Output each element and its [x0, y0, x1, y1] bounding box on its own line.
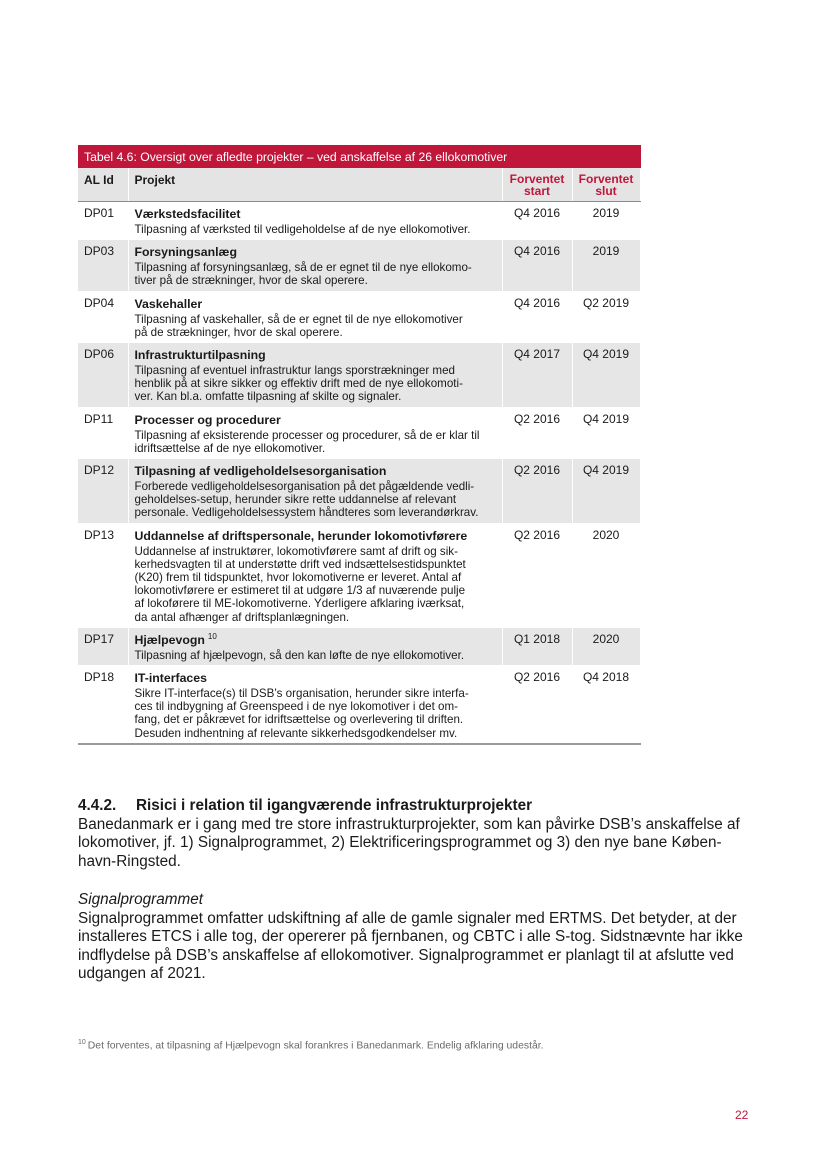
project-cell	[128, 523, 502, 627]
page-number: 22	[735, 1108, 749, 1122]
project-id: DP06	[78, 343, 128, 408]
project-start: Q4 2017	[502, 343, 572, 408]
footnote-reference[interactable]: 10	[207, 631, 217, 641]
project-cell	[128, 666, 502, 744]
project-description: Tilpasning af eventuel infrastruktur langs sporstrækninger med henblik på at sikre sikker og effektiv drift med de nye ellokomoti- ver. Kan bl.a. omfatte tilpasning af skilte og signaler.	[134, 364, 463, 404]
project-title: Vaskehaller	[134, 296, 203, 311]
table-header-row	[78, 168, 640, 202]
project-title: Tilpasning af vedligeholdelsesorganisation	[134, 464, 387, 479]
project-description: Forberede vedligeholdelsesorganisation på det pågældende vedli- geholdelses-setup, herunder sikre rette uddannelse af relevant personale. Vedligeholdelsessystem håndteres som leverandørkrav.	[134, 480, 479, 520]
project-description: Uddannelse af instruktører, lokomotivførere samt af drift og sik- kerhedsvagten til at understøtte drift ved indsættelsestidspunktet (K20) frem til tidspunktet, hvor lokomotiverne er leveret. Antal af lokomotivførere er estimeret til at udgøre 1/3 af nuværende pulje af lokoførere til ME-lokomotiverne. Yderligere afklaring iværksat, da antal afhænger af driftsplanlægningen.	[134, 544, 466, 624]
section-4-4-2	[78, 797, 758, 984]
project-start: Q2 2016	[502, 407, 572, 458]
header-end-line1: Forventet	[578, 172, 634, 186]
table-caption: Tabel 4.6: Oversigt over afledte projekter – ved anskaffelse af 26 ellokomotiver	[78, 145, 641, 168]
footnote-text: Det forventes, at tilpasning af Hjælpevogn skal forankres i Banedanmark. Endelig afklaring udestår.	[87, 1040, 544, 1052]
project-title-text: Hjælpevogn	[134, 632, 205, 647]
project-description: Tilpasning af hjælpevogn, så den kan løfte de nye ellokomotiver.	[134, 648, 465, 662]
project-id: DP03	[78, 240, 128, 291]
header-start-line1: Forventet	[509, 172, 565, 186]
table-row	[78, 459, 640, 524]
project-title: IT-interfaces	[134, 671, 207, 686]
project-cell	[128, 407, 502, 458]
subsection-paragraph: Signalprogrammet omfatter udskiftning af alle de gamle signaler med ERTMS. Det betyder, at der installeres ETCS i alle tog, der opererer på fjernbanen, og CBTC i alle S-tog. Sidstnævnte har ikke indflydelse på DSB’s anskaffelse af ellokomotiver. Signalprogrammet er planlagt til at afslutte ved udgangen af 2021.	[78, 909, 743, 982]
project-id: DP04	[78, 291, 128, 342]
project-end: Q4 2018	[572, 666, 640, 744]
project-description: Tilpasning af forsyningsanlæg, så de er egnet til de nye ellokomo- tiver på de strækninger, hvor de skal operere.	[134, 261, 472, 288]
header-start-line2: start	[523, 184, 550, 198]
table-row	[78, 523, 640, 627]
project-title: Processer og procedurer	[134, 412, 281, 427]
project-cell	[128, 459, 502, 524]
project-cell	[128, 240, 502, 291]
section-heading	[78, 797, 758, 816]
project-start: Q1 2018	[502, 627, 572, 665]
project-title: Værkstedsfacilitet	[134, 207, 241, 221]
project-title: Infrastrukturtilpasning	[134, 348, 266, 363]
project-start: Q2 2016	[502, 523, 572, 627]
project-start: Q4 2016	[502, 291, 572, 342]
project-description: Tilpasning af vaskehaller, så de er egnet til de nye ellokomotiver på de strækninger, hvor de skal operere.	[134, 312, 463, 339]
project-title	[135, 633, 496, 648]
footnote-number: 10	[78, 1039, 86, 1046]
project-start: Q4 2016	[502, 240, 572, 291]
table-row	[78, 240, 640, 291]
projects-table	[78, 145, 641, 745]
table-row	[78, 343, 640, 408]
project-id: DP13	[78, 523, 128, 627]
table-row	[78, 291, 640, 342]
table-row	[78, 627, 640, 665]
project-start: Q2 2016	[502, 459, 572, 524]
table-row	[78, 407, 640, 458]
table-row	[78, 202, 640, 240]
header-project: Projekt	[128, 168, 502, 202]
project-end: Q2 2019	[572, 291, 640, 342]
project-start: Q2 2016	[502, 666, 572, 744]
header-expected-start	[502, 168, 572, 202]
project-title: Uddannelse af driftspersonale, herunder lokomotivførere	[134, 528, 468, 543]
table-row	[78, 666, 640, 744]
project-end: 2020	[572, 627, 640, 665]
project-description: Sikre IT-interface(s) til DSB’s organisation, herunder sikre interfa- ces til indbygning af Greenspeed i de nye lokomotiver i det om- fang, det er påkrævet for idriftsættelse og overlevering til driften. Desuden indhentning af relevante sikkerhedsgodkendelser mv.	[134, 687, 469, 740]
footnote	[78, 1039, 544, 1051]
project-end: 2020	[572, 523, 640, 627]
project-cell	[128, 343, 502, 408]
subsection-heading: Signalprogrammet	[78, 891, 203, 908]
project-end: Q4 2019	[572, 407, 640, 458]
project-start: Q4 2016	[502, 202, 572, 240]
project-cell	[128, 202, 502, 240]
project-title: Forsyningsanlæg	[134, 245, 237, 260]
project-id: DP12	[78, 459, 128, 524]
project-id: DP17	[78, 627, 128, 665]
project-end: 2019	[572, 240, 640, 291]
project-cell	[128, 291, 502, 342]
header-expected-end	[572, 168, 640, 202]
header-end-line2: slut	[595, 184, 617, 198]
project-end: 2019	[572, 202, 640, 240]
project-end: Q4 2019	[572, 343, 640, 408]
project-id: DP11	[78, 407, 128, 458]
project-id: DP01	[78, 202, 128, 240]
header-al-id: AL Id	[78, 168, 128, 202]
section-title: Risici i relation til igangværende infrastrukturprojekter	[136, 797, 533, 814]
section-number: 4.4.2.	[78, 797, 117, 814]
project-description: Tilpasning af værksted til vedligeholdelse af de nye ellokomotiver.	[134, 223, 471, 236]
project-description: Tilpasning af eksisterende processer og procedurer, så de er klar til idriftsættelse af de nye ellokomotiver.	[134, 428, 480, 455]
project-id: DP18	[78, 666, 128, 744]
project-end: Q4 2019	[572, 459, 640, 524]
project-cell	[128, 627, 502, 665]
section-paragraph: Banedanmark er i gang med tre store infrastrukturprojekter, som kan påvirke DSB’s anskaffelse af lokomotiver, jf. 1) Signalprogrammet, 2) Elektrificeringsprogrammet og 3) den nye bane Køben- havn-Ringsted.	[78, 815, 740, 870]
